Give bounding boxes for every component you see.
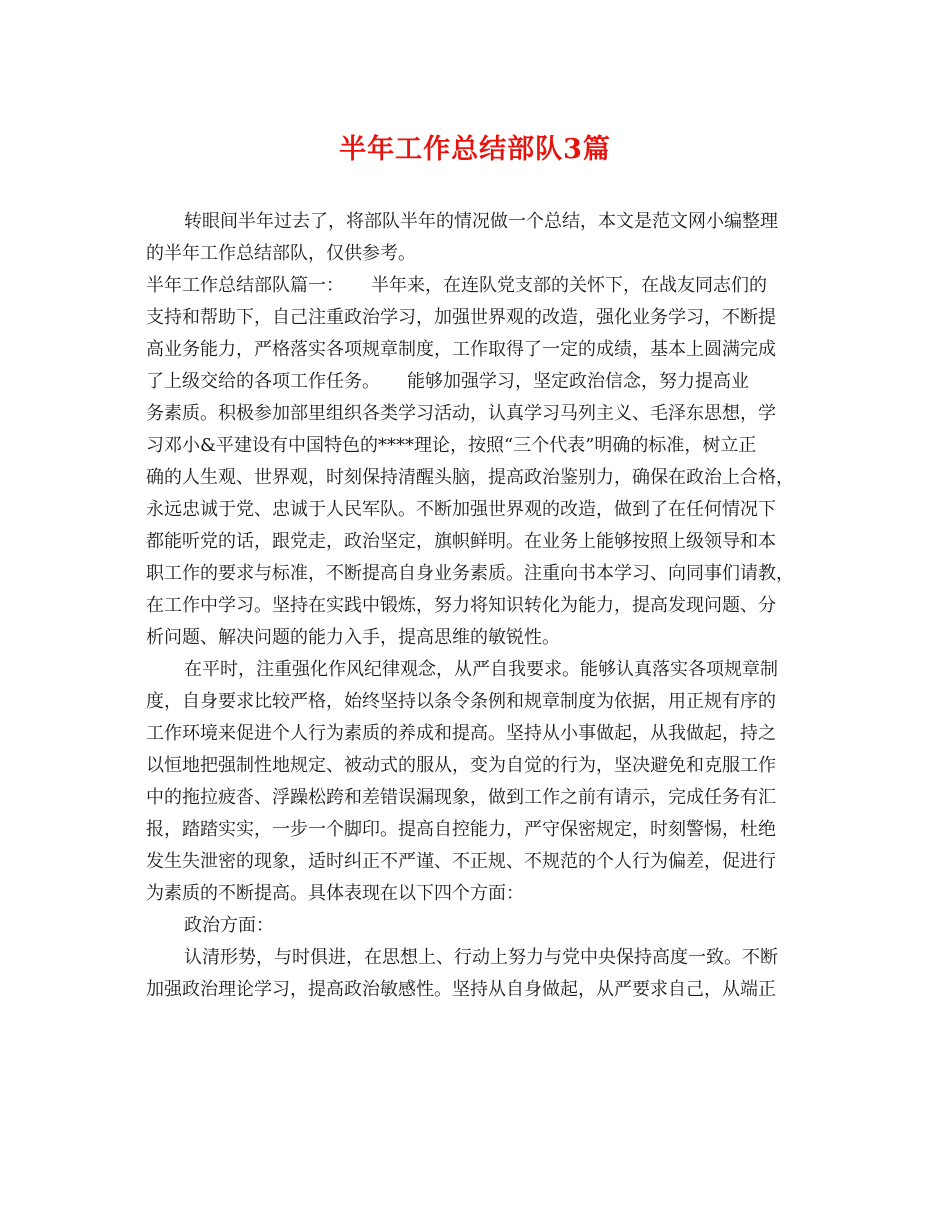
- text-line: 认清形势，与时俱进，在思想上、行动上努力与党中央保持高度一致。不断: [184, 947, 778, 968]
- text-line: 习邓小&平建设有中国特色的****理论，按照“三个代表”明确的标准，树立正: [146, 435, 757, 456]
- text-line: 在工作中学习。坚持在实践中锻炼，努力将知识转化为能力，提高发现问题、分: [146, 595, 776, 616]
- text-line: 在平时，注重强化作风纪律观念，从严自我要求。能够认真落实各项规章制: [184, 659, 778, 680]
- document-title: 半年工作总结部队3篇: [339, 134, 611, 165]
- text-line: 政治方面：: [184, 915, 274, 936]
- text-line: 以恒地把强制性地规定、被动式的服从，变为自觉的行为，坚决避免和克服工作: [146, 755, 776, 776]
- text-line: 析问题、解决问题的能力入手，提高思维的敏锐性。: [146, 627, 560, 648]
- text-line: 为素质的不断提高。具体表现在以下四个方面：: [146, 883, 524, 904]
- text-line: 度，自身要求比较严格，始终坚持以条令条例和规章制度为依据，用正规有序的: [146, 691, 776, 712]
- text-line: 中的拖拉疲沓、浮躁松跨和差错误漏现象，做到工作之前有请示，完成任务有汇: [146, 787, 776, 808]
- text-line: 转眼间半年过去了，将部队半年的情况做一个总结，本文是范文网小编整理: [184, 211, 778, 232]
- text-line: 工作环境来促进个人行为素质的养成和提高。坚持从小事做起，从我做起，持之: [146, 723, 776, 744]
- text-line: 支持和帮助下，自己注重政治学习，加强世界观的改造，强化业务学习，不断提: [146, 307, 776, 328]
- text-line: 都能听党的话，跟党走，政治坚定，旗帜鲜明。在业务上能够按照上级领导和本: [146, 531, 776, 552]
- text-line: 确的人生观、世界观，时刻保持清醒头脑，提高政治鉴别力，确保在政治上合格，: [146, 467, 794, 488]
- document-body: [146, 206, 806, 1006]
- text-line: 报，踏踏实实，一步一个脚印。提高自控能力，严守保密规定，时刻警惕，杜绝: [146, 819, 776, 840]
- text-line: 的半年工作总结部队，仅供参考。: [146, 243, 416, 264]
- text-line: 务素质。积极参加部里组织各类学习活动，认真学习马列主义、毛泽东思想，学: [146, 403, 776, 424]
- text-line: 职工作的要求与标准，不断提高自身业务素质。注重向书本学习、向同事们请教，: [146, 563, 794, 584]
- text-line: 发生失泄密的现象，适时纠正不严谨、不正规、不规范的个人行为偏差，促进行: [146, 851, 776, 872]
- text-line: 了上级交给的各项工作任务。 能够加强学习，坚定政治信念，努力提高业: [146, 371, 749, 392]
- text-line: 加强政治理论学习，提高政治敏感性。坚持从自身做起，从严要求自己，从端正: [146, 979, 776, 1000]
- text-line: 半年工作总结部队篇一： 半年来，在连队党支部的关怀下，在战友同志们的: [146, 275, 767, 296]
- text-line: 高业务能力，严格落实各项规章制度，工作取得了一定的成绩，基本上圆满完成: [146, 339, 776, 360]
- text-line: 永远忠诚于党、忠诚于人民军队。不断加强世界观的改造，做到了在任何情况下: [146, 499, 776, 520]
